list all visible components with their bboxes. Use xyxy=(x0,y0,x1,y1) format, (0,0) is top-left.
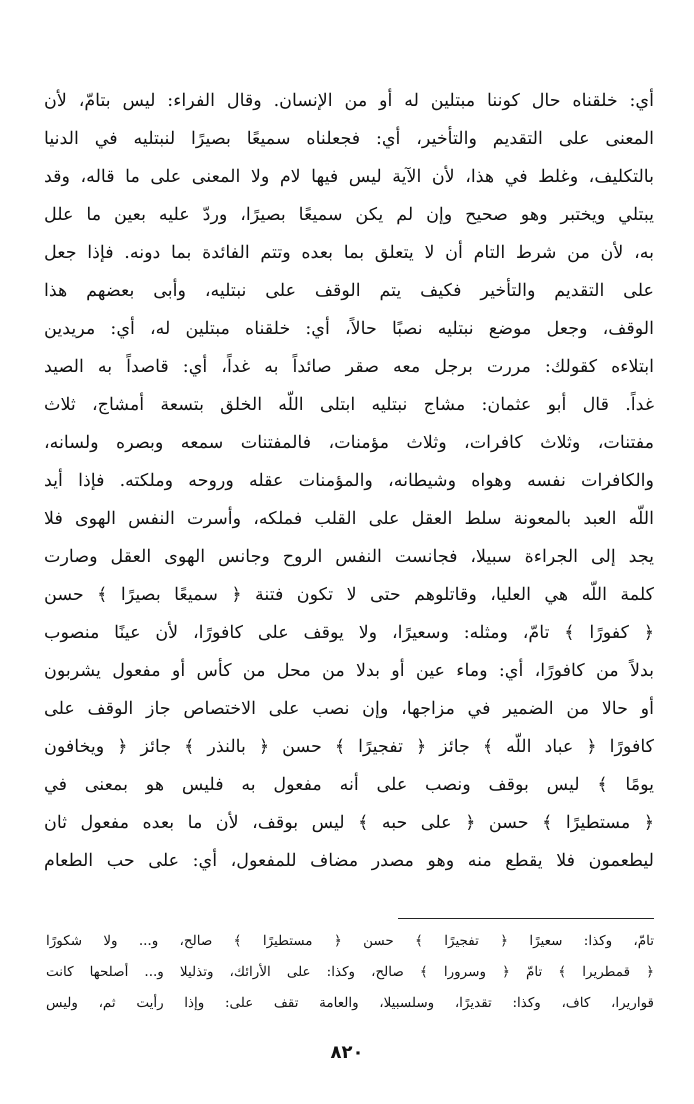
text-line: ابتلاءه كقولك: مررت برجل معه صقر صائداً به غداً، أي: قاصداً به الصيد xyxy=(44,357,654,377)
text-line: يومًا ﴾ ليس بوقف ونصب على أنه مفعول به فليس هو بمعنى في xyxy=(44,775,654,795)
footnote-line: تامّ، وكذا: سعيرًا ﴿ تفجيرًا ﴾ حسن ﴿ مستطيرًا ﴾ صالح، و... ولا شكورًا xyxy=(46,933,654,949)
text-line: كافورًا ﴿ عباد اللّه ﴾ جائز ﴿ تفجيرًا ﴾ حسن ﴿ بالنذر ﴾ جائز ﴿ ويخافون xyxy=(44,737,654,757)
footnote-divider xyxy=(398,918,654,919)
text-line: اللّه العبد بالمعونة سلط العقل على القلب فملكه، وأسرت النفس الهوى فلا xyxy=(44,509,654,529)
text-line: به، لأن من شرط التام أن لا يتعلق بما بعده وتتم الفائدة بما دونه. فإذا جعل xyxy=(44,243,654,263)
text-line: والكافرات نفسه وهواه وشيطانه، والمؤمنات عقله وروحه وملكته. فإذا أيد xyxy=(44,471,654,491)
text-line: الوقف، وجعل موضع نبتليه نصبًا حالاً، أي: خلقناه مبتلين له، أي: مريدين xyxy=(44,319,654,339)
text-line: أو حالا من الضمير في مزاجها، وإن نصب على الاختصاص جاز الوقف على xyxy=(44,699,654,719)
text-line: ﴿ كفورًا ﴾ تامّ، ومثله: وسعيرًا، ولا يوقف على كافورًا، لأن عينًا منصوب xyxy=(44,623,654,643)
text-line: أي: خلقناه حال كوننا مبتلين له أو من الإنسان. وقال الفراء: ليس بتامّ، لأن xyxy=(44,91,654,111)
text-line: المعنى على التقديم والتأخير، أي: فجعلناه سميعًا بصيرًا لنبتليه في الدنيا xyxy=(44,129,654,149)
text-line: كلمة اللّه هي العليا، وقاتلوهم حتى لا تكون فتنة ﴿ سميعًا بصيرًا ﴾ حسن xyxy=(44,585,654,605)
text-line: ﴿ مستطيرًا ﴾ حسن ﴿ على حبه ﴾ ليس بوقف، لأن ما بعده مفعول ثان xyxy=(44,813,654,833)
footnote-line: ﴿ قمطريرا ﴾ تامّ ﴿ وسرورا ﴾ صالح، وكذا: على الأرائك، وتذليلا و... أصلحها كانت xyxy=(46,964,654,980)
text-line: على التقديم والتأخير فكيف يتم الوقف على نبتليه، وأبى بعضهم هذا xyxy=(44,281,654,301)
text-line: ليطعمون فلا يقطع منه وهو مصدر مضاف للمفعول، أي: على حب الطعام xyxy=(44,851,654,871)
text-line: بالتكليف، وغلط في هذا، لأن الآية ليس فيها لام ولا المعنى على ما قاله، وقد xyxy=(44,167,654,187)
text-line: بدلاً من كافورًا، أي: وماء عين أو بدلا من محل من كأس أو مفعول يشربون xyxy=(44,661,654,681)
text-line: يجد إلى الجراءة سبيلا، فجانست النفس الروح وجانس الهوى العقل وصارت xyxy=(44,547,654,567)
footnote-line: قواريرا، كاف، وكذا: تقديرًا، وسلسبيلا، والعامة تقف على: وإذا رأيت ثم، وليس xyxy=(46,995,654,1011)
text-line: يبتلي ويختبر وهو صحيح وإن لم يكن سميعًا بصيرًا، وردّ عليه بعين ما علل xyxy=(44,205,654,225)
page-number: ٨٢٠ xyxy=(330,1042,364,1063)
footnotes-block xyxy=(46,926,654,1019)
text-line: غداً. قال أبو عثمان: مشاج نبتليه ابتلى اللّه الخلق بتسعة أمشاج، ثلاث xyxy=(44,395,654,415)
main-text-block xyxy=(44,82,654,880)
text-line: مفتنات، وثلاث كافرات، وثلاث مؤمنات، فالمفتنات سمعه وبصره ولسانه، xyxy=(44,433,654,453)
